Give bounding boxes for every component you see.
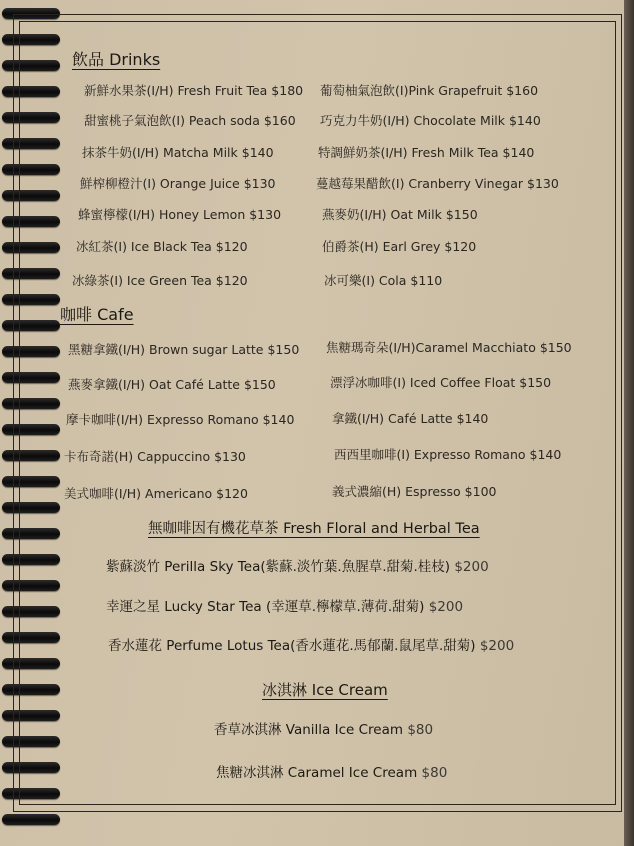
drink-item: 新鮮水果茶(I/H) Fresh Fruit Tea $180 [84, 83, 304, 98]
ice-cream-item-name: 焦糖冰淇淋 Caramel Ice Cream [216, 765, 418, 781]
ice-cream-item-price: $80 [407, 722, 434, 738]
cafe-item: 拿鐵(I/H) Café Latte $140 [332, 411, 489, 426]
drink-item: 甜蜜桃子氣泡飲(I) Peach soda $160 [84, 113, 296, 128]
herbal-item [106, 598, 463, 616]
drinks-heading: 飲品 Drinks [72, 50, 161, 69]
drink-item: 蜂蜜檸檬(I/H) Honey Lemon $130 [78, 207, 282, 222]
herbal-item-name: 香水蓮花 Perfume Lotus Tea(香水蓮花.馬郁蘭.鼠尾草.甜菊) [108, 638, 476, 654]
herbal-tea-heading: 無咖啡因有機花草茶 Fresh Floral and Herbal Tea [148, 521, 480, 537]
ice-cream-item-name: 香草冰淇淋 Vanilla Ice Cream [214, 722, 404, 738]
cafe-item: 義式濃縮(H) Espresso $100 [332, 484, 497, 499]
cafe-item: 美式咖啡(I/H) Americano $120 [64, 486, 248, 501]
herbal-item-price: $200 [454, 559, 489, 575]
cafe-item: 西西里咖啡(I) Expresso Romano $140 [334, 447, 562, 462]
drink-item: 冰可樂(I) Cola $110 [324, 273, 443, 288]
herbal-item [108, 637, 514, 655]
herbal-item-name: 紫蘇淡竹 Perilla Sky Tea(紫蘇.淡竹葉.魚腥草.甜菊.桂枝) [106, 559, 451, 575]
cafe-item: 黑糖拿鐵(I/H) Brown sugar Latte $150 [68, 342, 300, 357]
herbal-item-name: 幸運之星 Lucky Star Tea (幸運草.檸檬草.薄荷.甜菊) [106, 599, 425, 615]
drink-item: 葡萄柚氣泡飲(I)Pink Grapefruit $160 [320, 83, 539, 98]
drink-item: 抹茶牛奶(I/H) Matcha Milk $140 [82, 145, 274, 160]
ice-cream-item [214, 721, 433, 739]
ice-cream-heading: 冰淇淋 Ice Cream [262, 681, 388, 699]
ice-cream-item-price: $80 [421, 765, 448, 781]
ice-cream-item [216, 764, 447, 782]
cafe-heading: 咖啡 Cafe [60, 305, 134, 324]
drink-item: 特調鮮奶茶(I/H) Fresh Milk Tea $140 [318, 145, 535, 160]
drink-item: 伯爵茶(H) Earl Grey $120 [322, 239, 477, 254]
cafe-item: 卡布奇諾(H) Cappuccino $130 [64, 449, 246, 464]
cafe-item: 摩卡咖啡(I/H) Expresso Romano $140 [66, 412, 295, 427]
drink-item: 燕麥奶(I/H) Oat Milk $150 [322, 207, 478, 222]
herbal-item-price: $200 [479, 638, 515, 654]
cafe-item: 漂浮冰咖啡(I) Iced Coffee Float $150 [330, 375, 552, 390]
cafe-item: 焦糖瑪奇朵(I/H)Caramel Macchiato $150 [326, 340, 572, 355]
page-edge [624, 0, 634, 846]
cafe-item: 燕麥拿鐵(I/H) Oat Café Latte $150 [68, 377, 276, 392]
drink-item: 巧克力牛奶(I/H) Chocolate Milk $140 [320, 113, 541, 128]
drink-item: 冰紅茶(I) Ice Black Tea $120 [76, 239, 248, 254]
drink-item: 冰綠茶(I) Ice Green Tea $120 [72, 273, 248, 288]
drink-item: 鮮榨柳橙汁(I) Orange Juice $130 [80, 176, 276, 191]
herbal-item-price: $200 [428, 599, 464, 615]
herbal-item [106, 558, 489, 576]
drink-item: 蔓越莓果醋飲(I) Cranberry Vinegar $130 [316, 176, 559, 191]
